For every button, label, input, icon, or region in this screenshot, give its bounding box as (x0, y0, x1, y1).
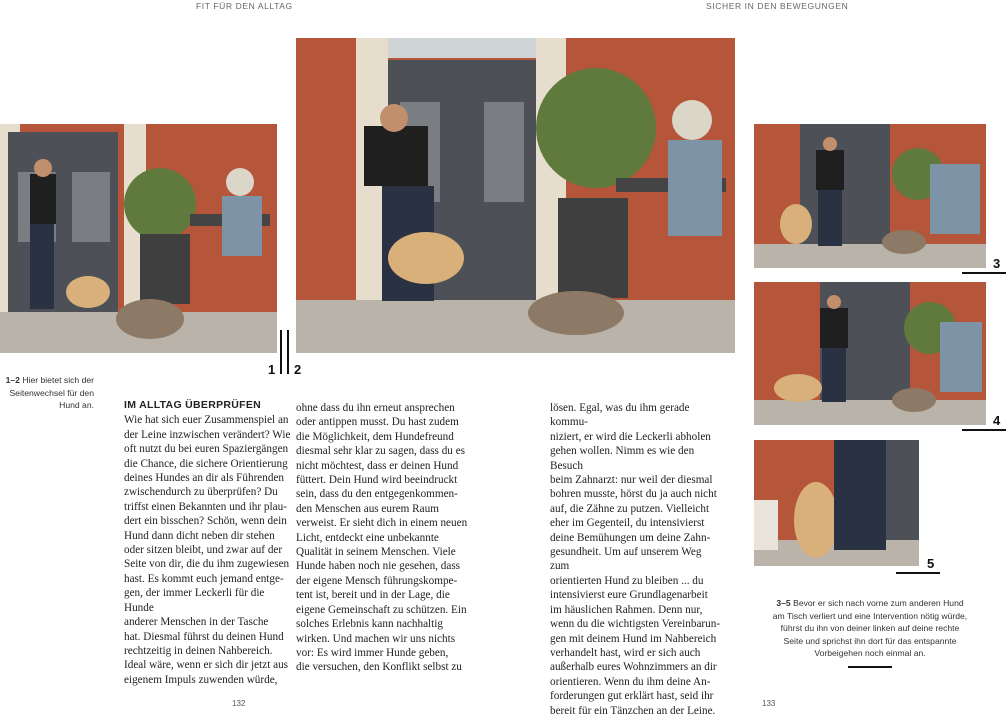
article-heading: IM ALLTAG ÜBERPRÜFEN (124, 399, 262, 411)
rule (848, 666, 892, 668)
article-column-3 (550, 401, 722, 718)
caption-1-2 (2, 374, 94, 412)
caption-text: Bevor er sich nach vorne zum anderen Hund am Tisch verliert und eine Intervention nötig würde, führst du ihn von deiner linken auf deine rechte Seite und sprichst ihn dort für das entspannte Vorbeigehen noch einmal an. (772, 598, 968, 658)
caption-number: 3–5 (776, 598, 791, 608)
divider-rule (280, 330, 282, 374)
body-text: lösen. Egal, was du ihm gerade kommu- niziert, er wird die Leckerli abholen gehen wollen. Nimm es wie den Besuch beim Zahnarzt: nur weil der diesmal bohren musste, hörst du ja auch nicht auf, die Zähne zu putzen. Vielleicht eher im Gegenteil, du intensivierst deine Bemühungen um deine Zahn- gesundheit. Um auf unserem Weg zum orientierten Hund zu bleiben ... du intensivierst eure Grundlagenarbeit im häuslichen Rahmen. Denn nur, wenn du die wichtigsten Vereinbarun- gen mit deinem Hund im Nahbereich verhandelt hast, wird er sich auch außerhalb eures Wohnzimmers an dir orientieren. Wenn du ihm deine An- forderungen gut erklärt hast, seid ihr bereit für ein Tänzchen an der Leine. (550, 402, 721, 717)
body-text: ohne dass du ihn erneut ansprechen oder antippen musst. Du hast zudem die Möglichkeit, dem Hundefreund diesmal sehr klar zu sagen, dass du es nicht möchtest, dass er deinen Hund füttert. Dein Hund wird beeindruckt sein, dass du den entgegenkommen- den Menschen aus eurem Raum verweist. Er sieht dich in einem neuen Licht, entdeckt eine unbekannte Qualität in seinem Menschen. Viele Hunde haben noch nie gesehen, dass der eigene Mensch führungskompe- tent ist, bereit und in der Lage, die eigene Gemeinschaft zu schützen. Ein solches Erlebnis kann nachhaltig wirken. Und machen wir uns nichts vor: Es wird immer Hunde geben, die versuchen, den Konflikt selbst zu (296, 402, 468, 674)
photo-3-number: 3 (993, 256, 1001, 271)
rule (962, 272, 1006, 274)
photo-1 (0, 124, 277, 353)
body-text: Wie hat sich euer Zusammenspiel an der Leine inzwischen verändert? Wie oft nutzt du bei euren Spaziergängen die Chance, die sichere Orientierung deines Hundes an dir als Führenden zwischendurch zu überprüfen? Du triffst einen Bekannten und ihr plau- dert ein bisschen? Schön, wenn dein Hund dann dicht neben dir stehen oder sitzen bleibt, und zwar auf der Seite von dir, die du ihm zugewiesen hast. Es kommt euch jemand entge- gen, der immer Leckerli für die Hunde anderer Menschen in der Tasche hat. Diesmal führst du deinen Hund rechtzeitig in deinen Nahbereich. Ideal wäre, wenn er sich dir jetzt aus eigenem Impuls zuwenden würde, (124, 414, 291, 686)
caption-3-5 (770, 597, 970, 660)
caption-number: 1–2 (5, 375, 20, 385)
photo-4-number: 4 (993, 413, 1001, 428)
caption-text: Hier bietet sich der Seitenwechsel für den Hund an. (9, 375, 94, 410)
running-head-left: FIT FÜR DEN ALLTAG (196, 1, 293, 11)
rule (962, 429, 1006, 431)
photo-5-number: 5 (927, 556, 935, 571)
page-number-right: 133 (762, 699, 776, 708)
photo-5 (754, 440, 919, 566)
photo-1-number: 1 (268, 362, 276, 377)
photo-2-number: 2 (294, 362, 302, 377)
photo-2 (296, 38, 735, 353)
running-head-right: SICHER IN DEN BEWEGUNGEN (706, 1, 849, 11)
page-number-left: 132 (232, 699, 246, 708)
article-column-2 (296, 401, 468, 675)
photo-3 (754, 124, 986, 268)
photo-4 (754, 282, 986, 425)
article-column-1 (124, 398, 294, 687)
divider-rule (287, 330, 289, 374)
rule (896, 572, 940, 574)
